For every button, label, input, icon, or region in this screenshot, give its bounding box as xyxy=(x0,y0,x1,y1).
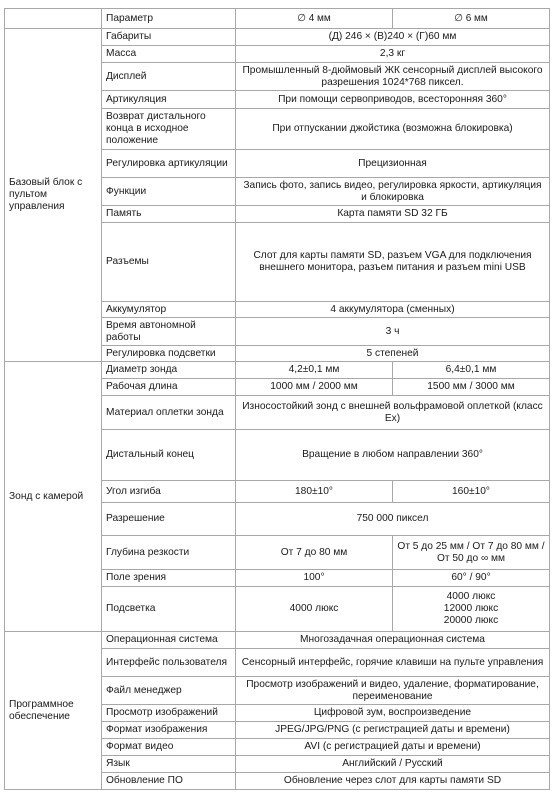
row-value: Карта памяти SD 32 ГБ xyxy=(236,206,550,223)
row-name: Дисплей xyxy=(102,63,236,91)
row-name: Файл менеджер xyxy=(102,677,236,705)
row-name: Угол изгиба xyxy=(102,481,236,503)
row-name: Аккумулятор xyxy=(102,302,236,318)
row-name: Операционная система xyxy=(102,632,236,649)
row-name: Габариты xyxy=(102,29,236,46)
row-name: Обновление ПО xyxy=(102,773,236,790)
row-value: 2,3 кг xyxy=(236,46,550,63)
diameter-6-header: ∅ 6 мм xyxy=(393,9,550,29)
row-value: 750 000 пиксел xyxy=(236,503,550,536)
row-value: 4 аккумулятора (сменных) xyxy=(236,302,550,318)
row-value: Английский / Русский xyxy=(236,756,550,773)
row-name: Поле зрения xyxy=(102,570,236,587)
row-name: Глубина резкости xyxy=(102,536,236,570)
row-name: Артикуляция xyxy=(102,91,236,109)
value-4mm: 4000 люкс xyxy=(236,587,393,632)
row-name: Интерфейс пользователя xyxy=(102,649,236,677)
value-4mm: От 7 до 80 мм xyxy=(236,536,393,570)
row-value: Износостойкий зонд с внешней вольфрамовой оплеткой (класс Ex) xyxy=(236,396,550,430)
illumination-level: 4000 люкс xyxy=(446,591,496,602)
empty-corner-cell xyxy=(5,9,102,29)
row-name: Язык xyxy=(102,756,236,773)
illumination-level: 12000 люкс xyxy=(443,603,499,614)
table-row xyxy=(5,362,550,379)
value-6mm: 6,4±0,1 мм xyxy=(393,362,550,379)
value-4mm: 180±10° xyxy=(236,481,393,503)
spec-table xyxy=(4,8,550,790)
group-base-unit: Базовый блок с пультом управления xyxy=(5,29,102,362)
diameter-4-header: ∅ 4 мм xyxy=(236,9,393,29)
row-value: При отпускании джойстика (возможна блокировка) xyxy=(236,109,550,150)
row-name: Формат видео xyxy=(102,739,236,756)
value-6mm: 160±10° xyxy=(393,481,550,503)
row-name: Дистальный конец xyxy=(102,430,236,481)
illumination-level: 20000 люкс xyxy=(443,615,499,626)
table-row xyxy=(5,29,550,46)
row-name: Время автономной работы xyxy=(102,318,236,346)
table-row xyxy=(5,632,550,649)
row-name: Разрешение xyxy=(102,503,236,536)
value-4mm: 4,2±0,1 мм xyxy=(236,362,393,379)
row-name: Разъемы xyxy=(102,223,236,302)
row-name: Память xyxy=(102,206,236,223)
row-value: Запись фото, запись видео, регулировка яркости, артикуляция и блокировка xyxy=(236,178,550,206)
value-4mm: 100° xyxy=(236,570,393,587)
row-value: (Д) 246 × (В)240 × (Г)60 мм xyxy=(236,29,550,46)
row-name: Масса xyxy=(102,46,236,63)
row-value: Просмотр изображений и видео, удаление, форматирование, переименование xyxy=(236,677,550,705)
row-value: AVI (с регистрацией даты и времени) xyxy=(236,739,550,756)
row-name: Регулировка подсветки xyxy=(102,346,236,362)
value-6mm: 60° / 90° xyxy=(393,570,550,587)
row-value: 3 ч xyxy=(236,318,550,346)
row-name: Материал оплетки зонда xyxy=(102,396,236,430)
value-6mm xyxy=(393,587,550,632)
row-name: Возврат дистального конца в исходное положение xyxy=(102,109,236,150)
row-value: 5 степеней xyxy=(236,346,550,362)
row-value: JPEG/JPG/PNG (с регистрацией даты и времени) xyxy=(236,722,550,739)
value-4mm: 1000 мм / 2000 мм xyxy=(236,379,393,396)
row-value: Промышленный 8-дюймовый ЖК сенсорный дисплей высокого разрешения 1024*768 пиксел. xyxy=(236,63,550,91)
row-value: Обновление через слот для карты памяти SD xyxy=(236,773,550,790)
row-value: При помощи сервоприводов, всесторонняя 360° xyxy=(236,91,550,109)
row-name: Регулировка артикуляции xyxy=(102,150,236,178)
row-value: Сенсорный интерфейс, горячие клавиши на пульте управления xyxy=(236,649,550,677)
value-6mm: 1500 мм / 3000 мм xyxy=(393,379,550,396)
row-name: Подсветка xyxy=(102,587,236,632)
row-value: Слот для карты памяти SD, разъем VGA для подключения внешнего монитора, разъем питания и разъем mini USB xyxy=(236,223,550,302)
group-software: Программное обеспечение xyxy=(5,632,102,790)
param-header: Параметр xyxy=(102,9,236,29)
row-name: Диаметр зонда xyxy=(102,362,236,379)
value-6mm: От 5 до 25 мм / От 7 до 80 мм / От 50 до ∞ мм xyxy=(393,536,550,570)
row-value: Многозадачная операционная система xyxy=(236,632,550,649)
row-name: Рабочая длина xyxy=(102,379,236,396)
row-name: Функции xyxy=(102,178,236,206)
table-header-row xyxy=(5,9,550,29)
row-name: Формат изображения xyxy=(102,722,236,739)
row-value: Прецизионная xyxy=(236,150,550,178)
row-name: Просмотр изображений xyxy=(102,705,236,722)
row-value: Цифровой зум, воспроизведение xyxy=(236,705,550,722)
group-probe: Зонд с камерой xyxy=(5,362,102,632)
row-value: Вращение в любом направлении 360° xyxy=(236,430,550,481)
